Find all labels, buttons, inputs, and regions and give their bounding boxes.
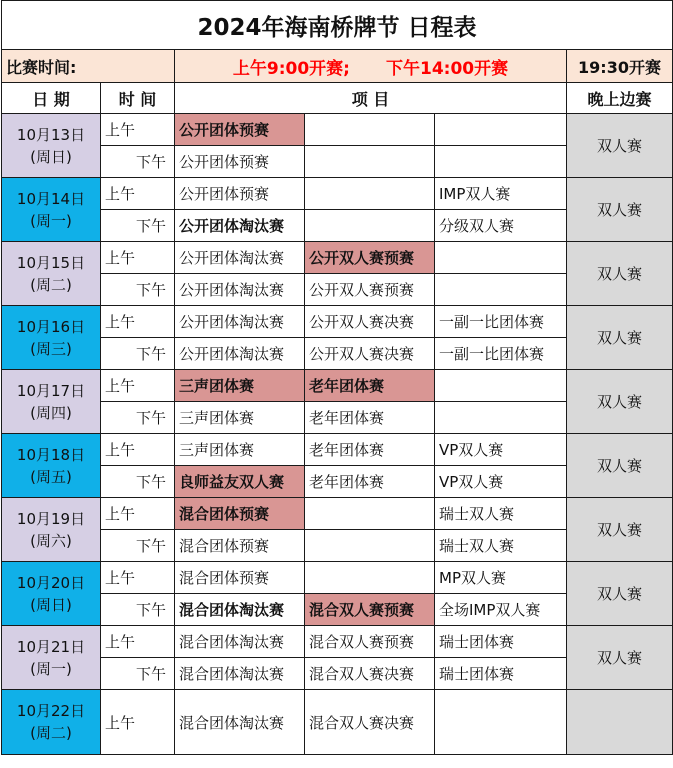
time-slot-pm: 下午 bbox=[101, 146, 175, 178]
event-cell: 公开双人赛决赛 bbox=[305, 306, 435, 338]
event-cell: 混合双人赛决赛 bbox=[305, 658, 435, 690]
event-cell: 混合团体淘汰赛 bbox=[175, 690, 305, 755]
evening-event-cell: 双人赛 bbox=[567, 370, 673, 434]
weekday-label: (周日) bbox=[30, 147, 72, 166]
evening-start: 19:30开赛 bbox=[567, 50, 673, 83]
time-slot-am: 上午 bbox=[101, 434, 175, 466]
time-slot-am: 上午 bbox=[101, 114, 175, 146]
table-row bbox=[2, 178, 673, 210]
event-cell: 三声团体赛 bbox=[175, 370, 305, 402]
table-row bbox=[2, 562, 673, 594]
time-slot-am: 上午 bbox=[101, 242, 175, 274]
weekday-label: (周日) bbox=[30, 595, 72, 614]
evening-event-cell: 双人赛 bbox=[567, 626, 673, 690]
table-row bbox=[2, 498, 673, 530]
event-cell bbox=[305, 562, 435, 594]
time-slot-pm: 下午 bbox=[101, 658, 175, 690]
time-slot-pm: 下午 bbox=[101, 530, 175, 562]
event-cell: 瑞士双人赛 bbox=[435, 530, 567, 562]
date-cell bbox=[2, 562, 101, 626]
weekday-label: (周五) bbox=[30, 467, 72, 486]
weekday-label: (周一) bbox=[30, 211, 72, 230]
event-cell bbox=[305, 210, 435, 242]
match-time-label: 比赛时间: bbox=[2, 50, 175, 83]
event-cell: MP双人赛 bbox=[435, 562, 567, 594]
event-cell bbox=[435, 114, 567, 146]
event-cell: 公开双人赛预赛 bbox=[305, 242, 435, 274]
event-cell: 一副一比团体赛 bbox=[435, 338, 567, 370]
weekday-label: (周一) bbox=[30, 659, 72, 678]
header-time: 时 间 bbox=[101, 83, 175, 114]
event-cell bbox=[305, 114, 435, 146]
event-cell bbox=[435, 146, 567, 178]
header-evening: 晚上边赛 bbox=[567, 83, 673, 114]
event-cell: 混合团体预赛 bbox=[175, 562, 305, 594]
event-cell: 瑞士团体赛 bbox=[435, 658, 567, 690]
date-cell bbox=[2, 242, 101, 306]
date-label: 10月20日 bbox=[16, 573, 86, 592]
date-label: 10月22日 bbox=[16, 702, 86, 720]
weekday-label: (周二) bbox=[30, 275, 72, 294]
date-label: 10月18日 bbox=[16, 445, 86, 464]
event-cell: VP双人赛 bbox=[435, 434, 567, 466]
table-row bbox=[2, 306, 673, 338]
event-cell: 公开团体淘汰赛 bbox=[175, 306, 305, 338]
date-cell bbox=[2, 434, 101, 498]
weekday-label: (周三) bbox=[30, 339, 72, 358]
afternoon-start: 下午14:00开赛 bbox=[385, 58, 509, 79]
date-label: 10月21日 bbox=[16, 637, 86, 656]
evening-event-cell: 双人赛 bbox=[567, 498, 673, 562]
header-events: 项 目 bbox=[175, 83, 567, 114]
morning-start: 上午9:00开赛; bbox=[232, 58, 350, 79]
time-slot-pm: 下午 bbox=[101, 274, 175, 306]
weekday-label: (周四) bbox=[30, 403, 72, 422]
date-cell bbox=[2, 114, 101, 178]
time-slot-pm: 下午 bbox=[101, 594, 175, 626]
table-row bbox=[2, 434, 673, 466]
evening-event-cell bbox=[567, 690, 673, 755]
event-cell: 公开双人赛决赛 bbox=[305, 338, 435, 370]
evening-event-cell: 双人赛 bbox=[567, 306, 673, 370]
time-slot-pm: 下午 bbox=[101, 338, 175, 370]
date-label: 10月19日 bbox=[16, 509, 86, 528]
event-cell bbox=[435, 402, 567, 434]
match-start-times bbox=[175, 50, 567, 83]
date-label: 10月15日 bbox=[16, 253, 86, 272]
event-cell: 混合团体淘汰赛 bbox=[175, 594, 305, 626]
date-cell bbox=[2, 306, 101, 370]
event-cell bbox=[305, 530, 435, 562]
event-cell: 公开团体预赛 bbox=[175, 146, 305, 178]
event-cell: IMP双人赛 bbox=[435, 178, 567, 210]
page-title: 2024年海南桥牌节 日程表 bbox=[2, 1, 673, 50]
date-label: 10月17日 bbox=[16, 381, 86, 400]
time-slot-am: 上午 bbox=[101, 178, 175, 210]
event-cell: 公开团体淘汰赛 bbox=[175, 210, 305, 242]
event-cell bbox=[305, 146, 435, 178]
event-cell: 公开团体淘汰赛 bbox=[175, 274, 305, 306]
event-cell: 瑞士团体赛 bbox=[435, 626, 567, 658]
table-row bbox=[2, 690, 673, 755]
event-cell: 良师益友双人赛 bbox=[175, 466, 305, 498]
event-cell: 公开团体预赛 bbox=[175, 178, 305, 210]
event-cell: 老年团体赛 bbox=[305, 434, 435, 466]
event-cell: 公开团体淘汰赛 bbox=[175, 242, 305, 274]
table-row bbox=[2, 242, 673, 274]
event-cell: 混合团体淘汰赛 bbox=[175, 658, 305, 690]
header-date: 日 期 bbox=[2, 83, 101, 114]
table-row bbox=[2, 114, 673, 146]
time-slot-am: 上午 bbox=[101, 562, 175, 594]
event-cell: 瑞士双人赛 bbox=[435, 498, 567, 530]
weekday-label: (周六) bbox=[30, 531, 72, 550]
event-cell: 老年团体赛 bbox=[305, 370, 435, 402]
event-cell: 老年团体赛 bbox=[305, 402, 435, 434]
event-cell: 混合团体淘汰赛 bbox=[175, 626, 305, 658]
time-slot-am: 上午 bbox=[101, 306, 175, 338]
evening-event-cell: 双人赛 bbox=[567, 178, 673, 242]
table-row bbox=[2, 370, 673, 402]
time-slot-am: 上午 bbox=[101, 498, 175, 530]
event-cell: 全场IMP双人赛 bbox=[435, 594, 567, 626]
event-cell: 公开双人赛预赛 bbox=[305, 274, 435, 306]
evening-event-cell: 双人赛 bbox=[567, 562, 673, 626]
table-row bbox=[2, 626, 673, 658]
time-slot-pm: 下午 bbox=[101, 402, 175, 434]
time-slot-pm: 下午 bbox=[101, 466, 175, 498]
event-cell: 公开团体淘汰赛 bbox=[175, 338, 305, 370]
event-cell bbox=[435, 690, 567, 755]
event-cell bbox=[305, 498, 435, 530]
event-cell: 混合双人赛预赛 bbox=[305, 594, 435, 626]
event-cell: 分级双人赛 bbox=[435, 210, 567, 242]
evening-event-cell: 双人赛 bbox=[567, 434, 673, 498]
weekday-label: (周二) bbox=[30, 724, 72, 742]
date-cell bbox=[2, 690, 101, 755]
event-cell: 三声团体赛 bbox=[175, 402, 305, 434]
event-cell bbox=[435, 370, 567, 402]
event-cell: 混合团体预赛 bbox=[175, 530, 305, 562]
event-cell bbox=[305, 178, 435, 210]
date-cell bbox=[2, 370, 101, 434]
date-label: 10月14日 bbox=[16, 189, 86, 208]
date-label: 10月13日 bbox=[16, 125, 86, 144]
date-cell bbox=[2, 178, 101, 242]
time-slot-am: 上午 bbox=[101, 690, 175, 755]
event-cell: 混合团体预赛 bbox=[175, 498, 305, 530]
time-slot-am: 上午 bbox=[101, 370, 175, 402]
date-cell bbox=[2, 498, 101, 562]
event-cell bbox=[435, 274, 567, 306]
time-slot-pm: 下午 bbox=[101, 210, 175, 242]
date-cell bbox=[2, 626, 101, 690]
event-cell: 公开团体预赛 bbox=[175, 114, 305, 146]
time-slot-am: 上午 bbox=[101, 626, 175, 658]
date-label: 10月16日 bbox=[16, 317, 86, 336]
event-cell: 一副一比团体赛 bbox=[435, 306, 567, 338]
event-cell bbox=[435, 242, 567, 274]
event-cell: VP双人赛 bbox=[435, 466, 567, 498]
event-cell: 混合双人赛预赛 bbox=[305, 626, 435, 658]
evening-event-cell: 双人赛 bbox=[567, 114, 673, 178]
event-cell: 老年团体赛 bbox=[305, 466, 435, 498]
evening-event-cell: 双人赛 bbox=[567, 242, 673, 306]
event-cell: 混合双人赛决赛 bbox=[305, 690, 435, 755]
event-cell: 三声团体赛 bbox=[175, 434, 305, 466]
schedule-table bbox=[1, 0, 673, 755]
